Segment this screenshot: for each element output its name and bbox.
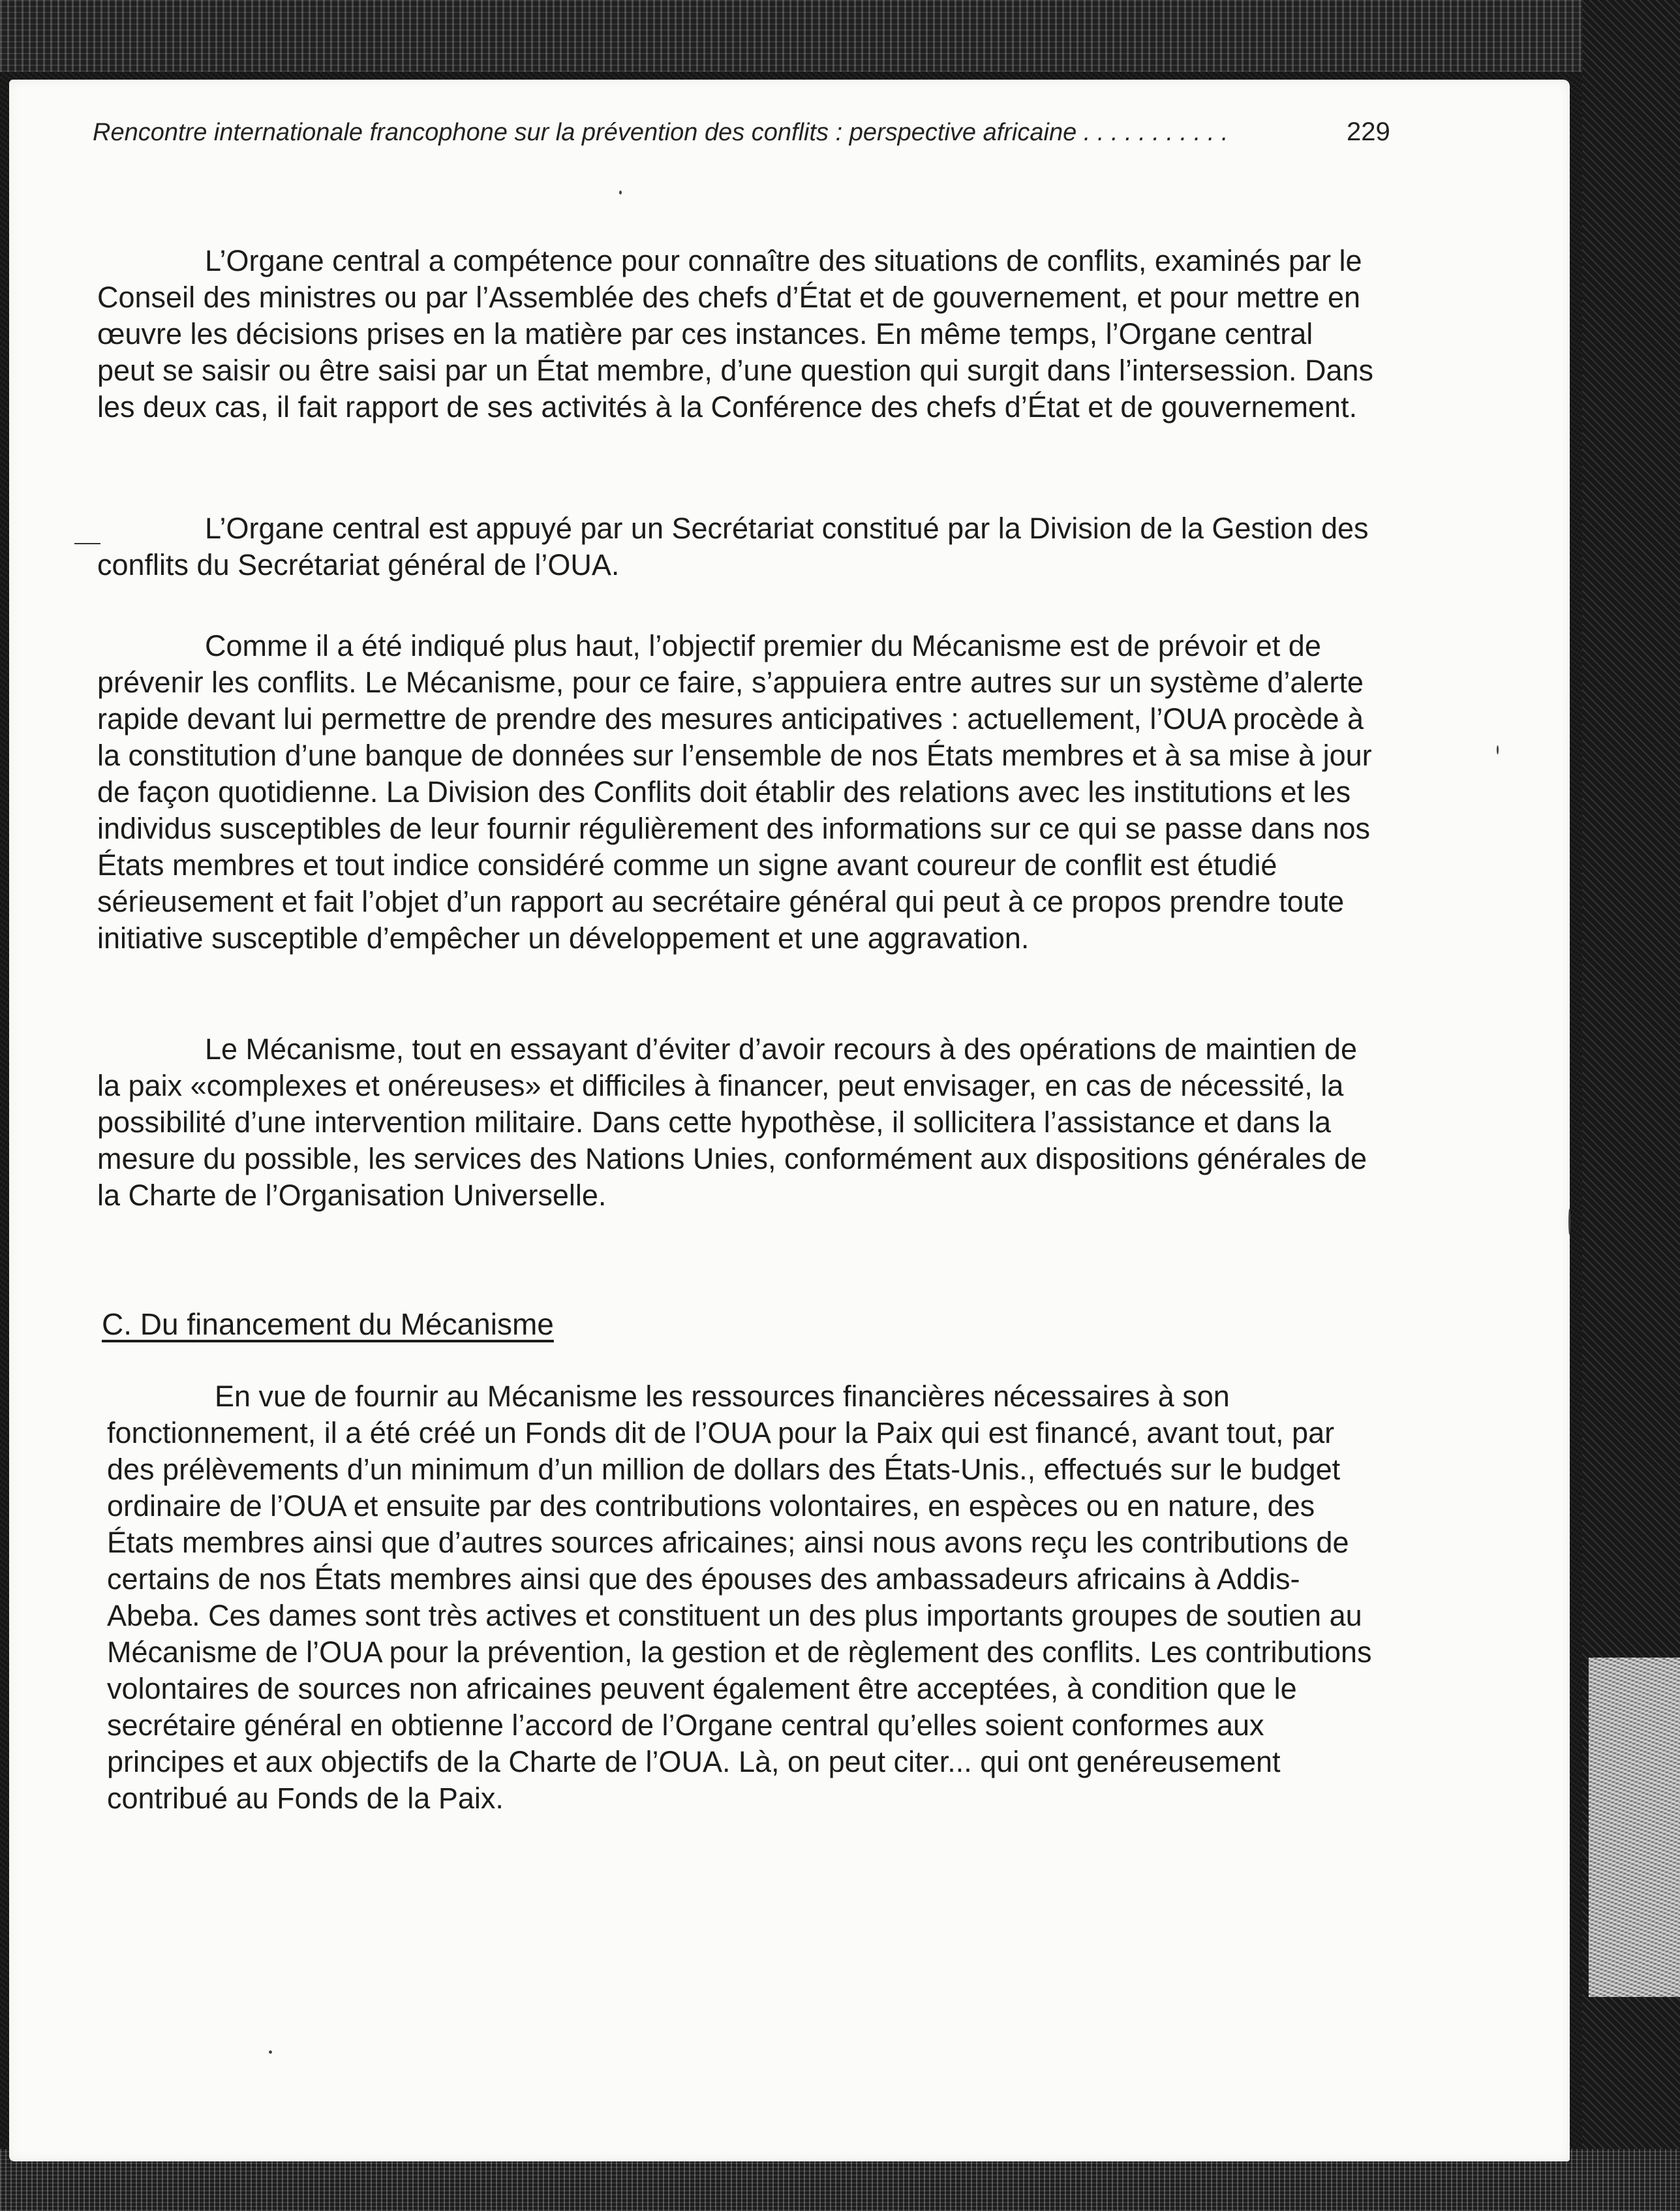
scan-speck [1568, 1209, 1570, 1235]
paragraph-organe-central-competence: L’Organe central a compétence pour connaître des situations de conflits, examinés par le Conseil des ministres ou par l’Assemblée des chefs d’État et de gouvernement, et pour mettre en œuvre les décisions prises en la matière par ces instances. En même temps, l’Organe central peut se saisir ou être saisi par un État membre, d’une question qui surgit dans l’intersession. Dans les deux cas, il fait rapport de ses activités à la Conférence des chefs d’État et de gouvernement. [97, 244, 1374, 424]
scan-speck [269, 2050, 272, 2054]
paragraph-objectif-mecanisme: Comme il a été indiqué plus haut, l’objectif premier du Mécanisme est de prévoir et de prévenir les conflits. Le Mécanisme, pour ce faire, s’appuiera entre autres sur un système d’alerte rapide devant lui permettre de prendre des mesures anticipatives : actuellement, l’OUA procède à la constitution d’une banque de données sur l’ensemble de nos États membres et à sa mise à jour de façon quotidienne. La Division des Conflits doit établir des relations avec les institutions et les individus susceptibles de leur fournir régulièrement des informations sur ce qui se passe dans nos États membres et tout indice considéré comme un signe avant coureur de conflit est étudié sérieusement et fait l’objet d’un rapport au secrétaire général qui peut à ce propos prendre toute initiative susceptible d’empêcher un développement et une aggravation. [97, 629, 1372, 955]
paragraph-intervention-militaire: Le Mécanisme, tout en essayant d’éviter d’avoir recours à des opérations de maintien de la paix «complexes et onéreuses» et difficiles à financer, peut envisager, en cas de nécessité, la possibilité d’une intervention militaire. Dans cette hypothèse, il sollicitera l’assistance et dans la mesure du possible, les services des Nations Unies, conformément aux dispositions générales de la Charte de l’Organisation Universelle. [97, 1032, 1367, 1212]
margin-mark [74, 543, 100, 544]
running-head-title: Rencontre internationale francophone sur la prévention des conflits : perspective africaine . . . . . . . . . . . [93, 119, 1229, 146]
page-number: 229 [1347, 117, 1390, 146]
paragraph-organe-central-secretariat: L’Organe central est appuyé par un Secrétariat constitué par la Division de la Gestion des conflits du Secrétariat général de l’OUA. [97, 512, 1369, 581]
scan-artifact-stamp [1589, 1658, 1680, 1997]
paragraph-financement: En vue de fournir au Mécanisme les ressources financières nécessaires à son fonctionnement, il a été créé un Fonds dit de l’OUA pour la Paix qui est financé, avant tout, par des prélèvements d’un minimum d’un million de dollars des États-Unis., effectués sur le budget ordinaire de l’OUA et ensuite par des contributions volontaires, en espèces ou en nature, des États membres ainsi que d’autres sources africaines; ainsi nous avons reçu les contributions de certains de nos États membres ainsi que des épouses des ambassadeurs africains à Addis-Abeba. Ces dames sont très actives et constituent un des plus importants groupes de soutien au Mécanisme de l’OUA pour la prévention, la gestion et de règlement des conflits. Les contributions volontaires de sources non africaines peuvent également être acceptées, à condition que le secrétaire général en obtienne l’accord de l’Organe central qu’elles soient conformes aux principes et aux objectifs de la Charte de l’OUA. Là, on peut citer... qui ont genéreusement contribué au Fonds de la Paix. [107, 1380, 1372, 1815]
scan-speck [1497, 745, 1499, 754]
section-heading: C. Du financement du Mécanisme [102, 1307, 554, 1341]
scan-noise-top [0, 0, 1680, 72]
document-page [9, 80, 1570, 2161]
scan-speck [619, 191, 622, 194]
